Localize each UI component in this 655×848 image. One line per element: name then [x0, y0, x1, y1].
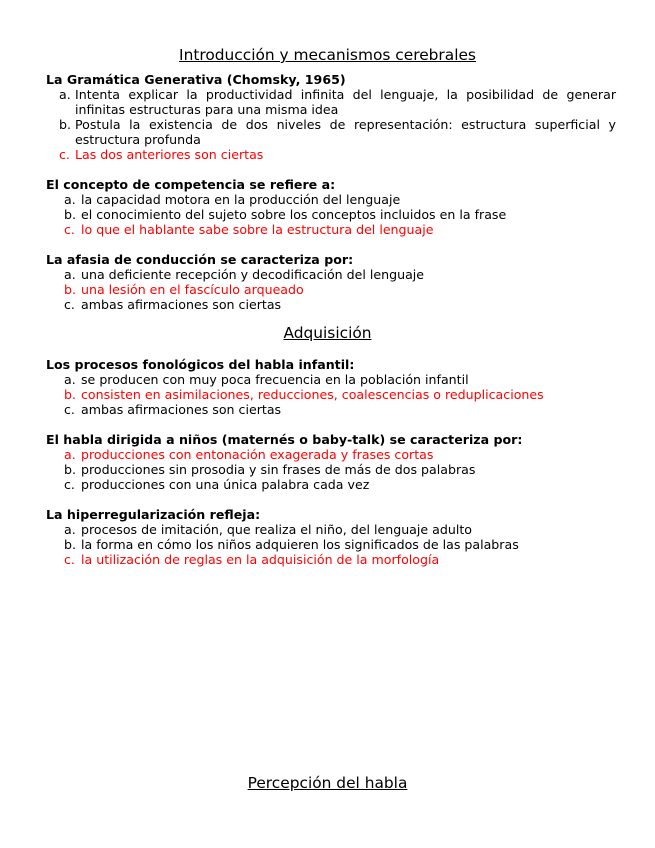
question-stem: El concepto de competencia se refiere a: [46, 177, 336, 192]
option-list [46, 522, 616, 567]
option-letter: a. [59, 87, 71, 102]
option-c-correct [46, 147, 616, 162]
option-a [46, 192, 616, 207]
section-heading-intro: Introducción y mecanismos cerebrales [179, 46, 476, 64]
option-text: el conocimiento del sujeto sobre los conceptos incluidos en la frase [81, 207, 507, 222]
option-text: una lesión en el fascículo arqueado [81, 282, 304, 297]
option-text: ambas afirmaciones son ciertas [81, 297, 282, 312]
option-letter: c. [64, 402, 75, 417]
option-letter: b. [64, 207, 76, 222]
option-text: Intenta explicar la productividad infinita del lenguaje, la posibilidad de generar infinitas estructuras para una misma idea [75, 87, 616, 117]
option-text: la capacidad motora en la producción del lenguaje [81, 192, 401, 207]
question-afasia-conduccion [46, 252, 616, 312]
option-letter: a. [64, 192, 76, 207]
option-letter: c. [64, 222, 75, 237]
option-letter: a. [64, 447, 76, 462]
option-text: lo que el hablante sabe sobre la estructura del lenguaje [81, 222, 434, 237]
option-letter: a. [64, 372, 76, 387]
option-list [46, 192, 616, 237]
option-letter: c. [64, 477, 75, 492]
question-stem: Los procesos fonológicos del habla infantil: [46, 357, 355, 372]
option-letter: c. [64, 297, 75, 312]
option-b-correct [46, 387, 616, 402]
option-text: la utilización de reglas en la adquisición de la morfología [81, 552, 440, 567]
option-b-correct [46, 282, 616, 297]
option-text: la forma en cómo los niños adquieren los significados de las palabras [81, 537, 519, 552]
option-a [46, 267, 616, 282]
option-text: producciones con una única palabra cada vez [81, 477, 370, 492]
option-b [46, 537, 616, 552]
option-text: ambas afirmaciones son ciertas [81, 402, 282, 417]
option-b [46, 207, 616, 222]
option-list [46, 87, 616, 162]
question-stem: La Gramática Generativa (Chomsky, 1965) [46, 72, 346, 87]
option-list [46, 447, 616, 492]
question-competencia [46, 177, 616, 237]
option-b [46, 462, 616, 477]
option-letter: b. [64, 462, 76, 477]
option-text: procesos de imitación, que realiza el niño, del lenguaje adulto [81, 522, 472, 537]
question-habla-dirigida [46, 432, 616, 492]
option-text: Las dos anteriores son ciertas [75, 147, 264, 162]
option-text: consisten en asimilaciones, reducciones, coalescencias o reduplicaciones [81, 387, 544, 402]
option-letter: c. [59, 147, 70, 162]
question-stem: La afasia de conducción se caracteriza por: [46, 252, 354, 267]
option-a [46, 87, 616, 117]
option-list [46, 267, 616, 312]
option-c-correct [46, 552, 616, 567]
option-text: se producen con muy poca frecuencia en la población infantil [81, 372, 469, 387]
option-a [46, 372, 616, 387]
question-procesos-fonologicos [46, 357, 616, 417]
option-text: producciones con entonación exagerada y frases cortas [81, 447, 434, 462]
option-letter: c. [64, 552, 75, 567]
option-c [46, 477, 616, 492]
option-letter: b. [59, 117, 71, 132]
option-list [46, 372, 616, 417]
question-stem: El habla dirigida a niños (maternés o baby-talk) se caracteriza por: [46, 432, 523, 447]
option-c [46, 402, 616, 417]
section-heading-adquisicion: Adquisición [283, 324, 372, 342]
option-letter: a. [64, 522, 76, 537]
question-stem: La hiperregularización refleja: [46, 507, 261, 522]
section-heading-percepcion: Percepción del habla [247, 774, 408, 792]
option-text: Postula la existencia de dos niveles de representación: estructura superficial y estructura profunda [75, 117, 616, 147]
option-letter: b. [64, 387, 76, 402]
question-hiperregularizacion [46, 507, 616, 567]
option-a [46, 522, 616, 537]
option-c [46, 297, 616, 312]
option-b [46, 117, 616, 147]
option-text: producciones sin prosodia y sin frases de más de dos palabras [81, 462, 476, 477]
option-a-correct [46, 447, 616, 462]
option-letter: b. [64, 537, 76, 552]
option-c-correct [46, 222, 616, 237]
question-gramatica-generativa [46, 72, 616, 162]
option-letter: b. [64, 282, 76, 297]
option-text: una deficiente recepción y decodificación del lenguaje [81, 267, 425, 282]
option-letter: a. [64, 267, 76, 282]
